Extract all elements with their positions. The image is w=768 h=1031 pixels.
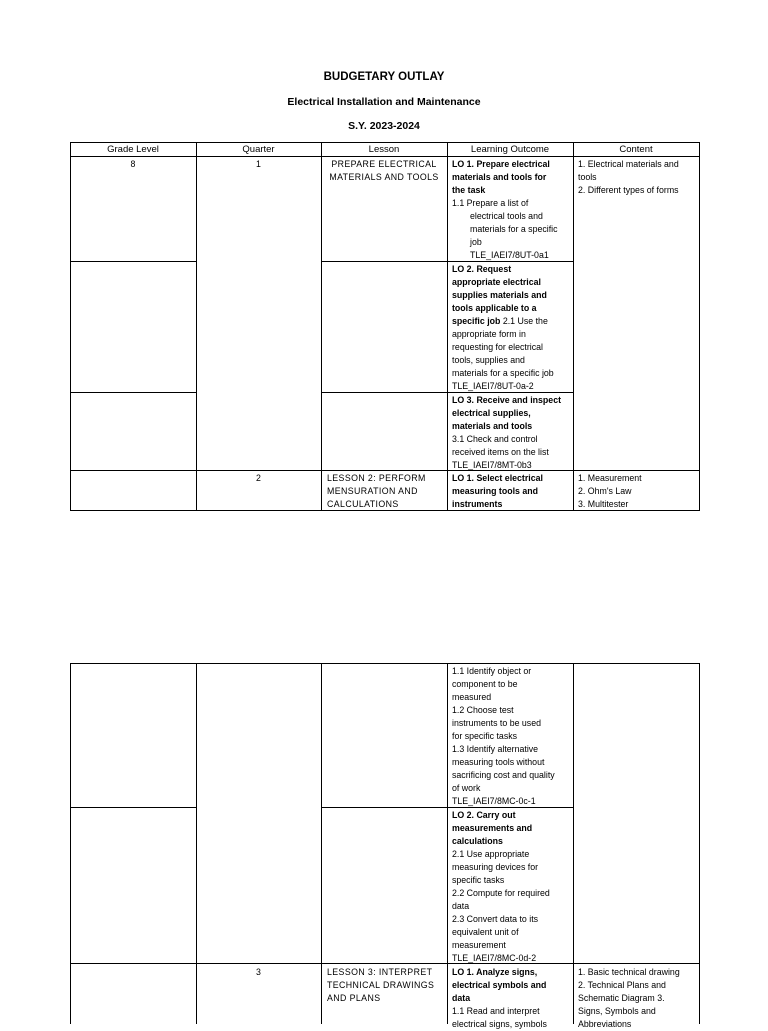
lo1-q1-cell: LO 1. Prepare electrical materials and tools for the task 1.1 Prepare a list of electrical tools and materials for a specific job TLE_IAEI7/8UT-0a1: [452, 159, 558, 260]
header-lesson: Lesson: [368, 144, 400, 155]
content-q1-cell: 1. Electrical materials and tools 2. Different types of forms: [578, 159, 679, 195]
content-q2-cell: 1. Measurement 2. Ohm's Law 3. Multitester: [578, 473, 642, 509]
lesson-3-cell: LESSON 3: INTERPRET TECHNICAL DRAWINGS AND PLANS: [327, 967, 435, 1003]
document-subtitle: Electrical Installation and Maintenance: [287, 96, 481, 108]
quarter-2-value: 2: [256, 473, 261, 483]
header-content: Content: [619, 144, 653, 155]
document-title: BUDGETARY OUTLAY: [323, 71, 445, 83]
grade-level-value: 8: [130, 159, 136, 169]
content-q3-cell: 1. Basic technical drawing 2. Technical Plans and Schematic Diagram 3. Signs, Symbols and Abbreviations: [578, 967, 680, 1029]
lo1-q3-cell: LO 1. Analyze signs, electrical symbols and data 1.1 Read and interpret electrical signs, symbols: [452, 967, 547, 1029]
lo3-q1-cell: LO 3. Receive and inspect electrical supplies, materials and tools 3.1 Check and control received items on the list TLE_IAEI7/8MT-0b3: [452, 395, 562, 470]
school-year: S.Y. 2023-2024: [348, 120, 420, 132]
lo1-q2-continued-cell: 1.1 Identify object or component to be measured 1.2 Choose test instruments to be used for specific tasks 1.3 Identify alternative measuring tools without sacrificing cost and quality of work TLE_IAEI7/8MC-0c-1: [452, 666, 555, 806]
header-quarter: Quarter: [242, 144, 275, 155]
lo2-q2-cell: LO 2. Carry out measurements and calculations 2.1 Use appropriate measuring devices for specific tasks 2.2 Compute for required data 2.3 Convert data to its equivalent unit of measurement TLE_IAEI7/8MC-0d-2: [452, 810, 550, 963]
quarter-3-value: 3: [256, 967, 261, 977]
quarter-1-value: 1: [256, 159, 261, 169]
lo1-q2-cell: LO 1. Select electrical measuring tools and instruments: [452, 473, 543, 509]
lesson-2-cell: LESSON 2: PERFORM MENSURATION AND CALCULATIONS: [327, 473, 426, 509]
lo2-q1-cell: LO 2. Request appropriate electrical supplies materials and tools applicable to a specific job 2.1 Use the appropriate form in requesting for electrical tools, supplies and materials for a specific job TLE_IAEI7/8UT-0a-2: [452, 264, 554, 391]
header-grade-level: Grade Level: [107, 144, 159, 155]
header-learning-outcome: Learning Outcome: [470, 144, 550, 155]
lesson-1-cell: PREPARE ELECTRICAL MATERIALS AND TOOLS: [329, 159, 439, 182]
